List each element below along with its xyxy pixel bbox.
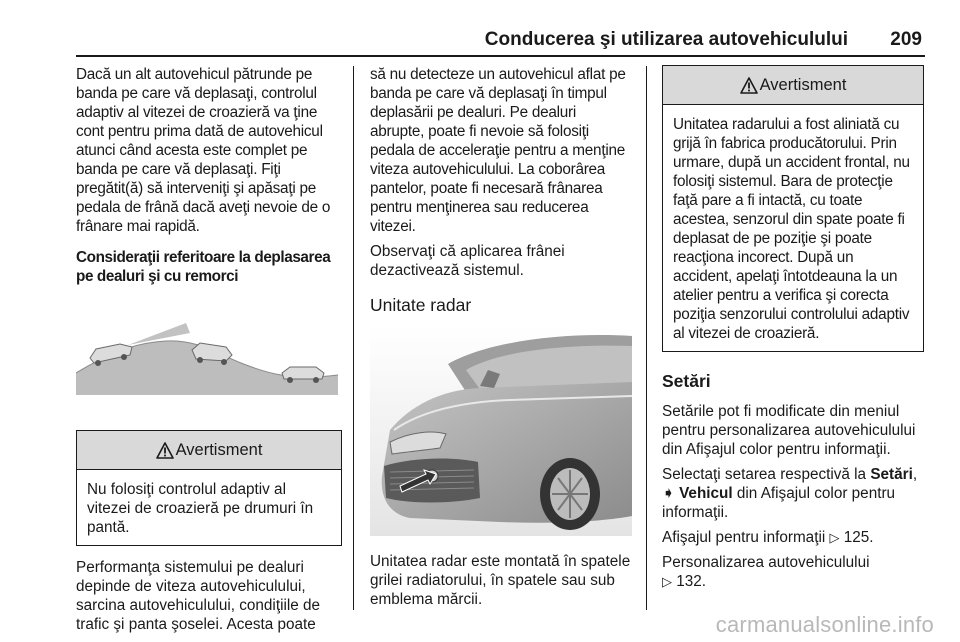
body-paragraph: Setările pot fi modificate din meniul pentru personalizarea autovehiculului din Afişajul color pentru informaţii. bbox=[662, 403, 916, 458]
chapter-title: Conducerea şi utilizarea autovehiculului bbox=[484, 29, 848, 50]
warning-text: Unitatea radarului a fost aliniată cu grijă în fabrica producătorului. Prin urmare, după un accident frontal, nu folosiţi sistemul. Bara de protecţie faţă pare a fi intactă, cu toate acestea, senzorul din spate poate fi deplasat de pe poziţie şi poate reacţiona incorect. După un accident, apelaţi întotdeauna la un atelier pentru a verifica şi corecta poziţia senzorului controlului adaptiv al vitezei de croazieră. bbox=[673, 116, 910, 342]
column-1 bbox=[76, 65, 342, 640]
section-heading: Unitate radar bbox=[370, 295, 472, 315]
column-2 bbox=[370, 65, 634, 615]
body-paragraph: Personalizarea autovehiculului ▷ 132. bbox=[662, 554, 870, 590]
warning-box bbox=[662, 65, 924, 352]
body-paragraph: Dacă un alt autovehicul pătrunde pe banda pe care vă deplasaţi, controlul adaptiv al vitezei de croazieră va ţine cont pentru prima dată de autovehicul atunci când acesta este complet pe banda pe care vă deplasaţi. Fiţi pregătit(ă) să interveniţi şi apăsaţi pe pedala de frână dacă aveţi nevoie de o frânare mai rapidă. bbox=[76, 66, 331, 235]
page-header bbox=[0, 0, 960, 57]
warning-title: Avertisment bbox=[175, 440, 263, 459]
warning-title: Avertisment bbox=[759, 75, 847, 94]
menu-arrow-icon: ➧ bbox=[662, 485, 675, 502]
body-paragraph: Selectaţi setarea respectivă la Setări, ➧ Vehicul din Afişajul color pentru informaţii. bbox=[662, 466, 918, 521]
page-reference[interactable]: 125. bbox=[843, 529, 874, 546]
settings-menu-label: Setări bbox=[870, 466, 913, 483]
body-paragraph: Observaţi că aplicarea frânei dezactivează sistemul. bbox=[370, 243, 565, 279]
vehicle-menu-label: Vehicul bbox=[679, 485, 733, 502]
column-divider-1 bbox=[353, 66, 354, 610]
header-rule bbox=[76, 55, 925, 57]
page-reference-icon: ▷ bbox=[829, 530, 840, 545]
section-heading: Setări bbox=[662, 371, 711, 391]
warning-triangle-icon bbox=[156, 442, 174, 459]
warning-text: Nu folosiţi controlul adaptiv al vitezei de croazieră pe drumuri în pantă. bbox=[87, 481, 314, 536]
radar-unit-car-illustration bbox=[370, 326, 632, 536]
warning-triangle-icon bbox=[740, 77, 758, 94]
warning-header bbox=[663, 66, 923, 105]
hill-driving-illustration bbox=[76, 303, 338, 395]
body-paragraph: Performanţa sistemului pe dealuri depinde de viteza autovehiculului, sarcina autovehiculului, condiţiile de trafic şi panta şoselei. Acesta poate bbox=[76, 559, 321, 633]
warning-box bbox=[76, 430, 342, 546]
watermark: carmanualsonline.info bbox=[715, 612, 934, 637]
body-paragraph: Unitatea radar este montată în spatele grilei radiatorului, în spatele sau sub emblema mărcii. bbox=[370, 553, 631, 608]
section-subheading: Consideraţii referitoare la deplasarea pe dealuri şi cu remorci bbox=[76, 249, 331, 285]
page-number: 209 bbox=[890, 29, 922, 50]
page-reference[interactable]: 132. bbox=[676, 573, 707, 590]
column-divider-2 bbox=[646, 66, 647, 610]
body-paragraph: Afişajul pentru informaţii ▷ 125. bbox=[662, 529, 874, 546]
page-reference-icon: ▷ bbox=[662, 574, 672, 589]
column-3 bbox=[662, 65, 924, 597]
warning-header bbox=[77, 431, 341, 470]
body-paragraph: să nu detecteze un autovehicul aflat pe banda pe care vă deplasaţi în timpul deplasării pe dealuri. Pe dealuri abrupte, poate fi nevoie să folosiţi pedala de acceleraţie pentru a menţine viteza autovehiculului. La coborârea pantelor, poate fi necesară frânarea pentru menţinerea sau reducerea vitezei. bbox=[370, 66, 626, 235]
